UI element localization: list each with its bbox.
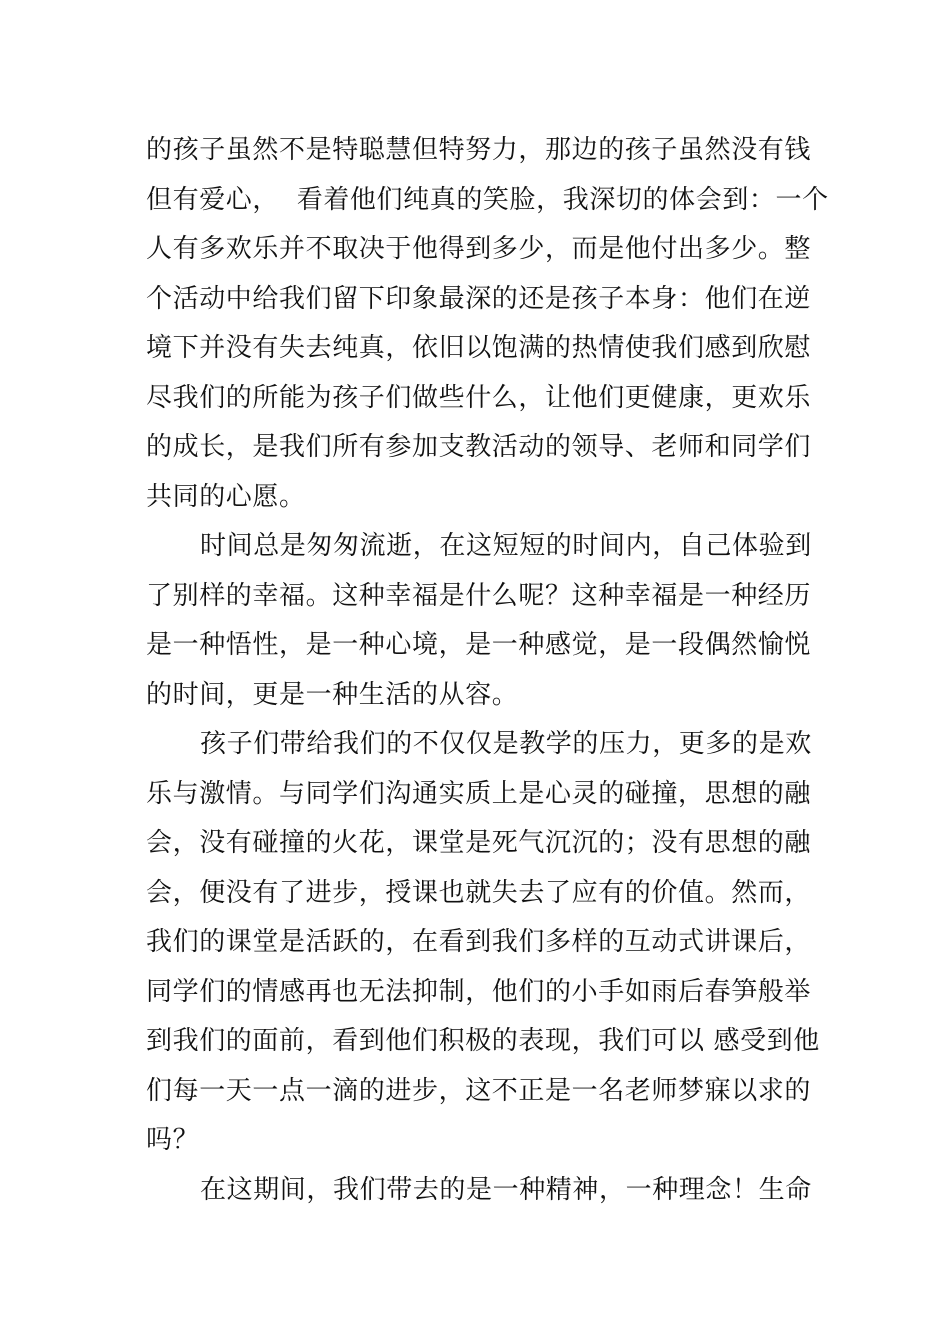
text-line: 的时间，更是一种生活的从容。: [146, 679, 519, 710]
text-line: 乐与激情。与同学们沟通实质上是心灵的碰撞，思想的融: [146, 778, 812, 809]
text-line: 会，便没有了进步，授课也就失去了应有的价值。然而，: [146, 877, 812, 908]
paragraph-first-line: 时间总是匆匆流逝，在这短短的时间内，自己体验到: [200, 531, 812, 561]
text-line: 尽我们的所能为孩子们做些什么，让他们更健康，更欢乐: [146, 382, 812, 413]
text-line: 是一种悟性，是一种心境，是一种感觉，是一段偶然愉悦: [146, 630, 812, 660]
text-line: 同学们的情感再也无法抑制，他们的小手如雨后春笋般举: [146, 976, 812, 1007]
text-line: 的成长，是我们所有参加支教活动的领导、老师和同学们: [146, 432, 812, 462]
text-line: 共同的心愿。: [146, 481, 306, 512]
text-line: 境下并没有失去纯真，依旧以饱满的热情使我们感到欣慰: [146, 333, 812, 363]
text-line: 吗？: [146, 1125, 200, 1155]
text-line: 我们的课堂是活跃的，在看到我们多样的互动式讲课后，: [146, 927, 812, 957]
text-line: 的孩子虽然不是特聪慧但特努力，那边的孩子虽然没有钱: [146, 135, 812, 165]
text-line: 但有爱心， 看着他们纯真的笑脸，我深切的体会到：一个: [146, 184, 829, 215]
text-line: 会，没有碰撞的火花，课堂是死气沉沉的；没有思想的融: [146, 828, 812, 858]
text-line: 们每一天一点一滴的进步，这不正是一名老师梦寐以求的: [146, 1075, 812, 1106]
text-line: 了别样的幸福。这种幸福是什么呢？这种幸福是一种经历: [146, 580, 812, 611]
text-line: 到我们的面前，看到他们积极的表现，我们可以 感受到他: [146, 1026, 820, 1056]
text-line: 个活动中给我们留下印象最深的还是孩子本身：他们在逆: [146, 283, 812, 314]
text-line: 人有多欢乐并不取决于他得到多少，而是他付出多少。整: [146, 234, 812, 264]
body-text: [146, 126, 829, 1215]
paragraph-first-line: 孩子们带给我们的不仅仅是教学的压力，更多的是欢: [200, 729, 812, 759]
paragraph-first-line: 在这期间，我们带去的是一种精神，一种理念！生命: [200, 1174, 812, 1205]
